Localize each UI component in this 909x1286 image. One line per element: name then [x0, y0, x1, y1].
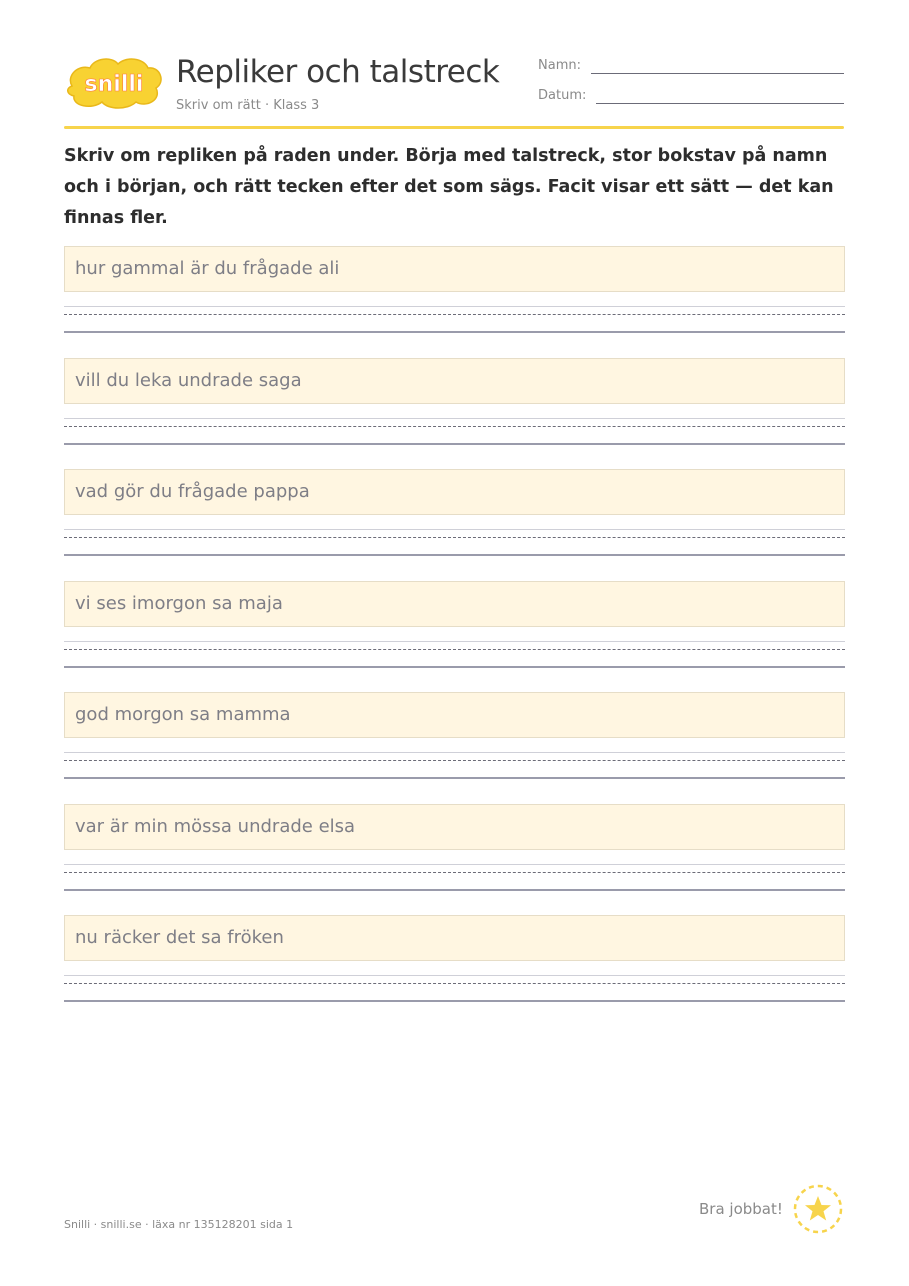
page-title: Repliker och talstreck	[176, 54, 500, 90]
writing-line-mid	[64, 872, 845, 873]
task-item	[64, 581, 845, 671]
answer-line[interactable]	[64, 777, 845, 779]
prompt-box	[64, 358, 845, 404]
prompt-box	[64, 804, 845, 850]
footer-info: Snilli · snilli.se · läxa nr 135128201 sida 1	[64, 1218, 294, 1231]
writing-line-mid	[64, 314, 845, 315]
writing-line-top	[64, 641, 845, 642]
prompt-box	[64, 469, 845, 515]
answer-line[interactable]	[64, 666, 845, 668]
name-label: Namn:	[538, 58, 581, 73]
prompt-text: vill du leka undrade saga	[75, 370, 302, 391]
writing-line-mid	[64, 760, 845, 761]
writing-line-top	[64, 752, 845, 753]
prompt-text: vi ses imorgon sa maja	[75, 593, 283, 614]
prompt-text: nu räcker det sa fröken	[75, 927, 284, 948]
writing-line-top	[64, 975, 845, 976]
writing-line-top	[64, 864, 845, 865]
prompt-text: var är min mössa undrade elsa	[75, 816, 356, 837]
writing-line-mid	[64, 983, 845, 984]
task-item	[64, 469, 845, 559]
prompt-box	[64, 581, 845, 627]
page-subtitle: Skriv om rätt · Klass 3	[176, 98, 320, 113]
date-label: Datum:	[538, 88, 587, 103]
writing-line-top	[64, 306, 845, 307]
writing-line-mid	[64, 649, 845, 650]
prompt-box	[64, 915, 845, 961]
name-field[interactable]	[591, 73, 844, 74]
instructions: Skriv om repliken på raden under. Börja med talstreck, stor bokstav på namn och i början, och rätt tecken efter det som sägs. Facit visar ett sätt — det kan finnas fler.	[64, 146, 834, 228]
answer-line[interactable]	[64, 1000, 845, 1002]
date-field[interactable]	[596, 103, 844, 104]
writing-line-top	[64, 529, 845, 530]
writing-line-mid	[64, 426, 845, 427]
prompt-box	[64, 692, 845, 738]
writing-line-top	[64, 418, 845, 419]
prompt-text: god morgon sa mamma	[75, 704, 291, 725]
answer-line[interactable]	[64, 889, 845, 891]
task-item	[64, 915, 845, 1005]
writing-line-mid	[64, 537, 845, 538]
answer-line[interactable]	[64, 331, 845, 333]
task-item	[64, 246, 845, 336]
header-divider	[64, 126, 844, 129]
task-item	[64, 804, 845, 894]
star-icon	[792, 1183, 844, 1235]
prompt-text: vad gör du frågade pappa	[75, 481, 310, 502]
task-item	[64, 358, 845, 448]
prompt-text: hur gammal är du frågade ali	[75, 258, 340, 279]
answer-line[interactable]	[64, 443, 845, 445]
task-item	[64, 692, 845, 782]
answer-line[interactable]	[64, 554, 845, 556]
logo-text: snilli	[84, 72, 144, 97]
snilli-logo	[64, 56, 164, 110]
footer-praise: Bra jobbat!	[699, 1200, 783, 1218]
prompt-box	[64, 246, 845, 292]
